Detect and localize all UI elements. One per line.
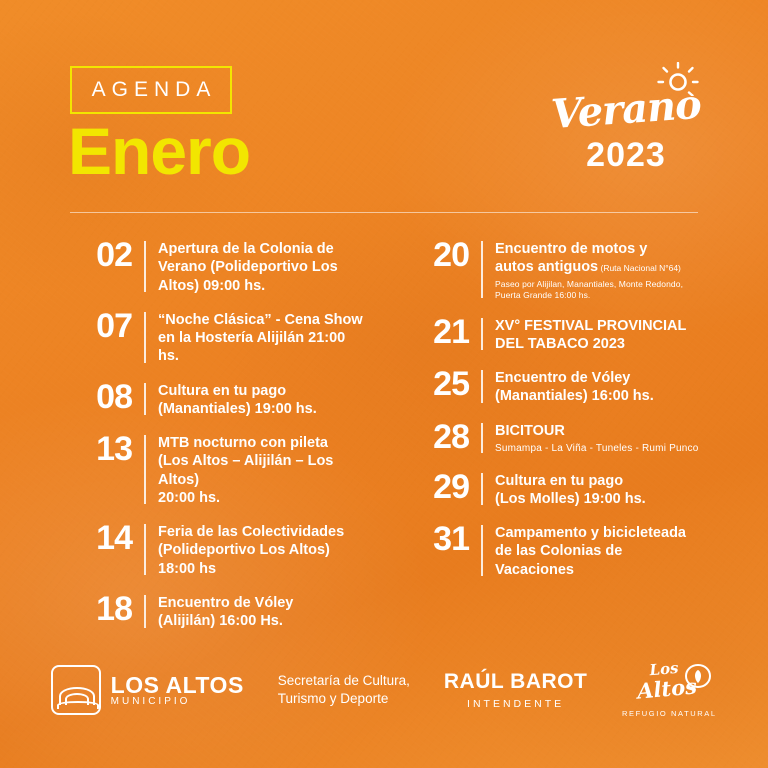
event-item <box>70 238 365 295</box>
event-line: Feria de las Colectividades <box>158 524 345 541</box>
event-description <box>146 238 338 295</box>
event-description <box>146 380 317 419</box>
refugio-los: Los <box>649 658 680 680</box>
event-line: Altos) 09:00 hs. <box>158 277 266 294</box>
event-item <box>407 367 702 406</box>
event-line: Encuentro de motos y <box>495 241 648 257</box>
secretaria-line-2: Turismo y Deporte <box>277 691 389 706</box>
event-line: en la Hostería Alijilán 21:00 hs. <box>158 330 346 365</box>
event-item <box>407 238 702 301</box>
event-day: 29 <box>433 467 469 506</box>
event-item <box>407 522 702 579</box>
event-line: (Manantiales) 16:00 hs. <box>495 388 654 405</box>
events-column-left <box>70 238 365 645</box>
footer <box>0 654 768 726</box>
refugio-altos: Altos <box>636 673 699 704</box>
event-day: 07 <box>96 306 132 345</box>
event-description <box>483 238 702 301</box>
agenda-label: AGENDA <box>91 78 217 101</box>
municipio-subtitle: MUNICIPIO <box>110 695 191 707</box>
event-description <box>483 522 686 579</box>
event-line: “Noche Clásica” - Cena Show <box>158 311 363 328</box>
event-line: Encuentro de Vóley <box>495 370 631 387</box>
municipio-name: LOS ALTOS <box>110 671 244 698</box>
event-line: (Manantiales) 19:00 hs. <box>158 400 317 417</box>
event-line: BICITOUR <box>495 422 565 439</box>
event-day: 18 <box>96 589 132 628</box>
event-item <box>70 589 365 631</box>
intendente-name: RAÚL BAROT <box>443 670 588 694</box>
event-day: 25 <box>433 365 469 404</box>
event-description <box>146 521 344 578</box>
event-description <box>483 315 686 354</box>
municipio-text <box>111 673 244 708</box>
agenda-badge <box>70 66 232 114</box>
event-description <box>483 367 654 406</box>
event-line-note: (Ruta Nacional N°64) <box>598 263 681 274</box>
event-line: DEL TABACO 2023 <box>495 335 625 352</box>
event-subtext: Sumampa - La Viña - Tuneles - Rumi Punco <box>495 442 699 454</box>
event-line: (Los Molles) 19:00 hs. <box>495 490 646 507</box>
secretaria-block <box>278 672 410 708</box>
event-day: 14 <box>96 519 132 558</box>
event-item <box>70 377 365 419</box>
event-line: 20:00 hs. <box>158 489 221 506</box>
header-divider <box>70 212 698 213</box>
event-description <box>483 420 698 456</box>
event-line: (Polideportivo Los Altos) <box>158 542 330 559</box>
event-day: 13 <box>96 430 132 469</box>
event-day: 20 <box>433 236 469 274</box>
event-line: Vacaciones <box>495 561 574 578</box>
event-description <box>146 432 365 507</box>
event-description <box>146 309 365 366</box>
event-line: autos antiguos <box>495 259 599 276</box>
events-column-right <box>407 238 702 645</box>
secretaria-line-1: Secretaría de Cultura, <box>277 672 410 688</box>
refugio-badge <box>621 658 717 706</box>
event-line: Campamento y bicicleteada <box>495 525 686 542</box>
event-item <box>407 467 702 509</box>
event-line: Verano (Polideportivo Los <box>158 259 338 276</box>
event-line: (Los Altos – Alijilán – Los Altos) <box>158 453 334 488</box>
event-line: MTB nocturno con pileta <box>158 435 328 452</box>
page-title: Enero <box>68 114 251 188</box>
verano-word: Verano <box>549 80 703 139</box>
event-line: 18:00 hs <box>158 560 217 577</box>
event-description <box>146 592 293 631</box>
event-item <box>70 306 365 366</box>
event-day: 28 <box>433 417 469 456</box>
refugio-logo <box>621 658 717 718</box>
event-day: 21 <box>433 312 469 351</box>
intendente-role: INTENDENTE <box>467 697 565 710</box>
event-item <box>70 432 365 507</box>
event-line: Encuentro de Vóley <box>158 594 294 611</box>
events-columns <box>70 238 702 645</box>
event-item <box>407 312 702 354</box>
event-line: Cultura en tu pago <box>158 382 287 399</box>
event-line: de las Colonias de <box>495 543 623 560</box>
event-day: 02 <box>96 236 132 274</box>
verano-year: 2023 <box>586 136 666 174</box>
event-line: Apertura de la Colonia de <box>158 241 334 257</box>
event-subtext: Paseo por Alijilan, Manantiales, Monte Redondo, Puerta Grande 16:00 hs. <box>495 278 684 300</box>
municipio-logo <box>51 665 244 715</box>
event-line: XV° FESTIVAL PROVINCIAL <box>495 317 687 334</box>
event-description <box>483 470 646 509</box>
event-day: 31 <box>433 520 469 559</box>
event-day: 08 <box>96 377 132 416</box>
event-line: (Alijilán) 16:00 Hs. <box>158 613 283 630</box>
verano-logo <box>546 62 706 177</box>
hills-logo-icon <box>51 665 101 715</box>
event-item <box>70 521 365 578</box>
intendente-block <box>444 670 587 709</box>
event-line: Cultura en tu pago <box>495 472 624 489</box>
refugio-caption: REFUGIO NATURAL <box>621 709 717 718</box>
event-item <box>407 417 702 456</box>
